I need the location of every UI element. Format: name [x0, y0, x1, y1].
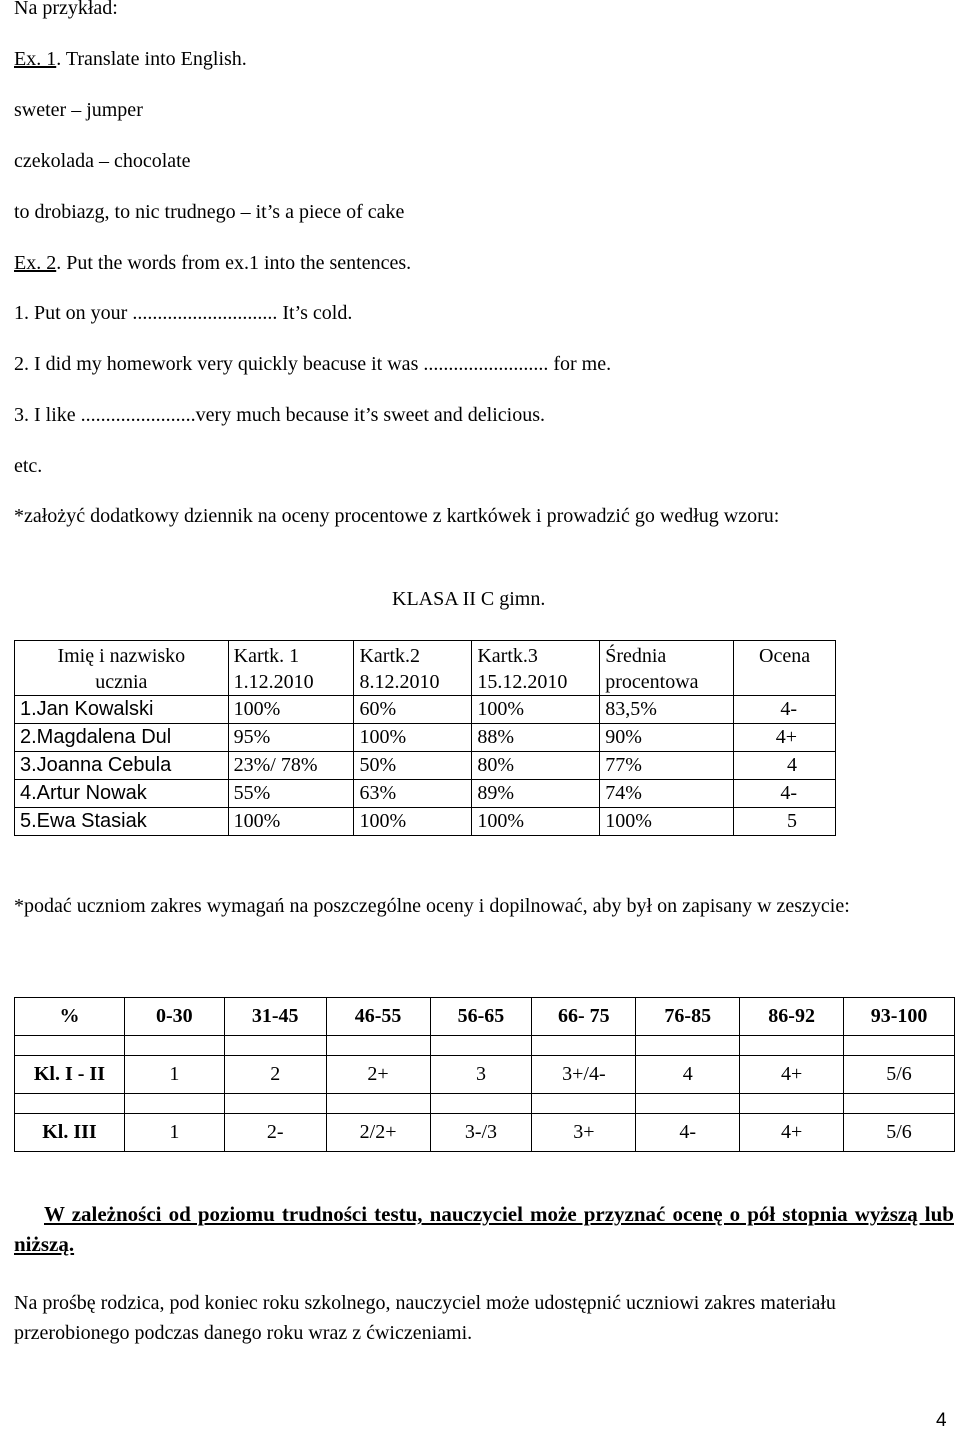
exercise-1-title: . Translate into English.: [56, 48, 247, 70]
scale-cell: 46-55: [326, 998, 430, 1036]
table-row: [15, 780, 836, 808]
table-row: [15, 724, 836, 752]
parent-request-note: Na prośbę rodzica, pod koniec roku szkolnego, nauczyciel może udostępnić uczniowi zakres materiału przerobionego podczas danego roku wraz z ćwiczeniami.: [14, 1292, 836, 1344]
quiz-2-cell: 50%: [354, 752, 472, 780]
header-quiz-3: Kartk.3 15.12.2010: [472, 641, 600, 696]
scale-cell: 2-: [224, 1114, 326, 1152]
average-cell: 83,5%: [600, 696, 734, 724]
quiz-3-cell: 100%: [472, 696, 600, 724]
scale-cell: 3+/4-: [532, 1056, 636, 1094]
student-name-cell: 5.Ewa Stasiak: [15, 808, 229, 836]
scale-cell: 2/2+: [326, 1114, 430, 1152]
scale-cell: 5/6: [844, 1056, 955, 1094]
scale-cell: 4: [636, 1056, 740, 1094]
table-row: [15, 808, 836, 836]
quiz-1-cell: 95%: [228, 724, 354, 752]
scale-cell: 1: [124, 1114, 224, 1152]
grade-cell: 5: [734, 808, 836, 836]
scale-cell: 31-45: [224, 998, 326, 1036]
vocab-item: czekolada – chocolate: [14, 150, 191, 172]
scale-cell: 93-100: [844, 998, 955, 1036]
exercise-1-heading: [14, 48, 247, 71]
quiz-1-cell: 23%/ 78%: [228, 752, 354, 780]
average-cell: 90%: [600, 724, 734, 752]
scale-cell: 3-/3: [430, 1114, 532, 1152]
quiz-2-cell: 63%: [354, 780, 472, 808]
header-grade: Ocena: [734, 641, 836, 696]
scale-cell: 2+: [326, 1056, 430, 1094]
quiz-2-cell: 100%: [354, 808, 472, 836]
quiz-3-cell: 88%: [472, 724, 600, 752]
grades-header-row: [15, 641, 836, 696]
header-quiz-2: Kartk.2 8.12.2010: [354, 641, 472, 696]
average-cell: 74%: [600, 780, 734, 808]
scale-cell: 5/6: [844, 1114, 955, 1152]
grade-cell: 4+: [734, 724, 836, 752]
scale-cell: 2: [224, 1056, 326, 1094]
scale-cell: 0-30: [124, 998, 224, 1036]
header-average-percent: Średnia procentowa: [600, 641, 734, 696]
scale-cell: 1: [124, 1056, 224, 1094]
scale-cell: 3: [430, 1056, 532, 1094]
student-name-cell: 3.Joanna Cebula: [15, 752, 229, 780]
quiz-1-cell: 100%: [228, 808, 354, 836]
vocab-item: sweter – jumper: [14, 99, 143, 121]
grades-table: [14, 640, 836, 836]
scale-cell: %: [15, 998, 125, 1036]
class-title: KLASA II C gimn.: [392, 588, 546, 610]
scale-cell: 4-: [636, 1114, 740, 1152]
grading-scale-table: [14, 997, 955, 1152]
instruction-requirements: *podać uczniom zakres wymagań na poszczególne oceny i dopilnować, aby był on zapisany w zeszycie:: [14, 895, 850, 917]
scale-cell: 4+: [740, 1114, 844, 1152]
page-number: 4: [936, 1410, 947, 1431]
table-row: [15, 696, 836, 724]
sentence-item: 3. I like .......................very much because it’s sweet and delicious.: [14, 404, 545, 426]
exercise-2-number: Ex. 2: [14, 252, 57, 274]
scale-cell: 86-92: [740, 998, 844, 1036]
quiz-3-cell: 80%: [472, 752, 600, 780]
scale-cell: 56-65: [430, 998, 532, 1036]
sentence-item: 2. I did my homework very quickly beacuse it was ......................... for me.: [14, 353, 612, 375]
class-1-2-row: [15, 1056, 955, 1094]
intro-text: Na przykład:: [14, 0, 118, 19]
header-quiz-1: Kartk. 1 1.12.2010: [228, 641, 354, 696]
average-cell: 100%: [600, 808, 734, 836]
student-name-cell: 4.Artur Nowak: [15, 780, 229, 808]
scale-row-label: Kl. III: [15, 1114, 125, 1152]
quiz-3-cell: 89%: [472, 780, 600, 808]
grade-cell: 4-: [734, 780, 836, 808]
exercise-1-number: Ex. 1: [14, 48, 57, 70]
vocab-item: to drobiazg, to nic trudnego – it’s a piece of cake: [14, 201, 405, 223]
instruction-gradebook: *założyć dodatkowy dziennik na oceny procentowe z kartkówek i prowadzić go według wzoru:: [14, 505, 780, 527]
scale-cell: 66- 75: [532, 998, 636, 1036]
quiz-2-cell: 60%: [354, 696, 472, 724]
scale-row-label: Kl. I - II: [15, 1056, 125, 1094]
student-name-cell: 2.Magdalena Dul: [15, 724, 229, 752]
scale-cell: 3+: [532, 1114, 636, 1152]
quiz-1-cell: 55%: [228, 780, 354, 808]
spacer-row: [15, 1036, 955, 1056]
quiz-3-cell: 100%: [472, 808, 600, 836]
sentence-item: 1. Put on your ............................. It’s cold.: [14, 302, 353, 324]
exercise-2-heading: [14, 252, 411, 275]
sentence-item: etc.: [14, 455, 43, 477]
difficulty-note: W zależności od poziomu trudności testu, nauczyciel może przyznać ocenę o pół stopnia wyższą lub niższą.: [14, 1202, 954, 1256]
scale-cell: 4+: [740, 1056, 844, 1094]
percent-range-row: [15, 998, 955, 1036]
exercise-2-title: . Put the words from ex.1 into the sentences.: [56, 252, 412, 274]
spacer-row: [15, 1094, 955, 1114]
quiz-2-cell: 100%: [354, 724, 472, 752]
grade-cell: 4: [734, 752, 836, 780]
quiz-1-cell: 100%: [228, 696, 354, 724]
header-student-name: Imię i nazwisko ucznia: [15, 641, 229, 696]
student-name-cell: 1.Jan Kowalski: [15, 696, 229, 724]
table-row: [15, 752, 836, 780]
average-cell: 77%: [600, 752, 734, 780]
class-3-row: [15, 1114, 955, 1152]
scale-cell: 76-85: [636, 998, 740, 1036]
grade-cell: 4-: [734, 696, 836, 724]
